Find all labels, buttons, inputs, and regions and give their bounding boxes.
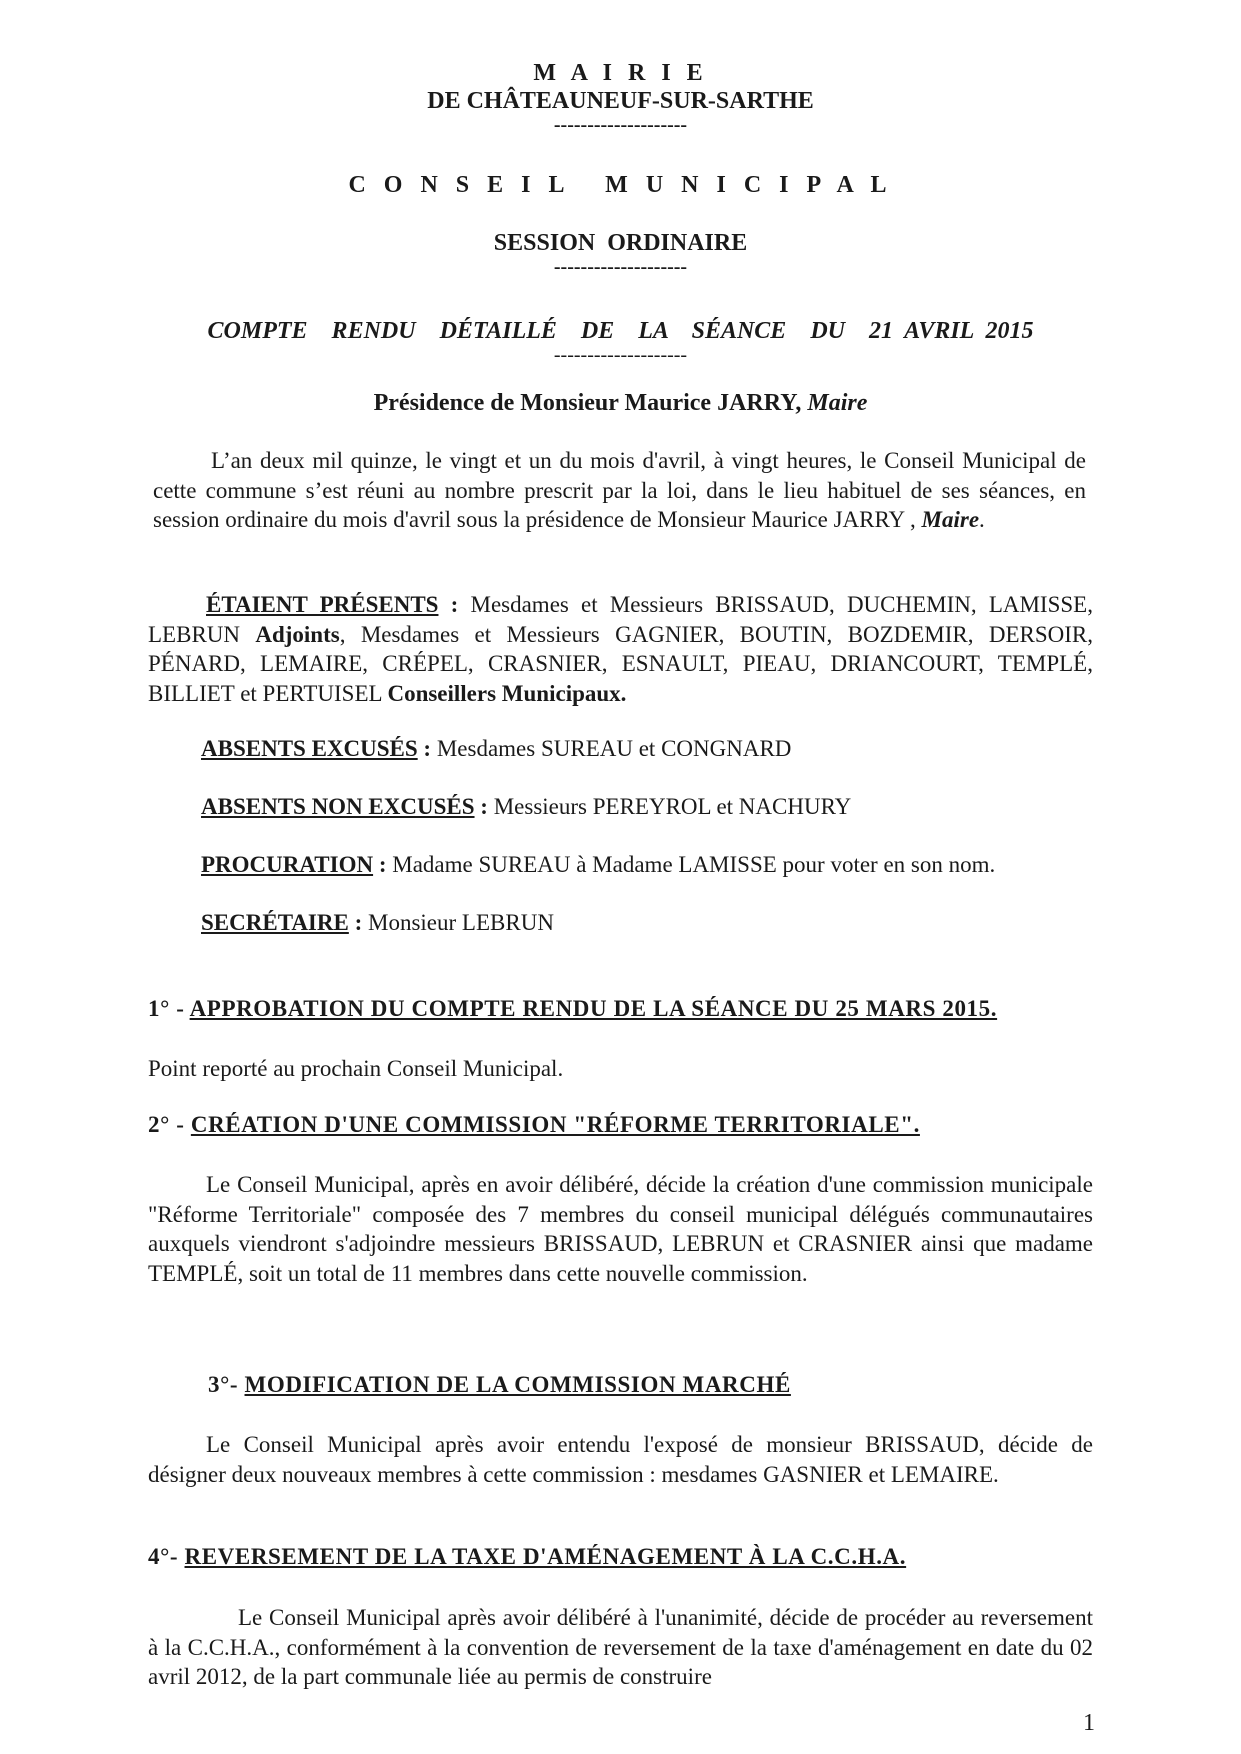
absents-non-excuses: ABSENTS NON EXCUSÉS : Messieurs PEREYROL et NACHURY <box>201 794 852 819</box>
presents-label: ÉTAIENT PRÉSENTS <box>206 592 439 617</box>
header-separator: -------------------- <box>553 256 688 278</box>
header-council: C O N S E I L M U N I C I P A L <box>348 172 893 198</box>
header-session: SESSION ORDINAIRE <box>493 230 748 256</box>
section-body: Le Conseil Municipal après avoir entendu l'exposé de monsieur BRISSAUD, décide de désigner deux nouveaux membres à cette commission : mesdames GASNIER et LEMAIRE. <box>148 1432 1093 1487</box>
presidency-line: Présidence de Monsieur Maurice JARRY, Maire <box>373 390 868 416</box>
section-heading: 1° - APPROBATION DU COMPTE RENDU DE LA SÉANCE DU 25 MARS 2015. <box>148 996 998 1021</box>
section-heading: 2° - CRÉATION D'UNE COMMISSION "RÉFORME TERRITORIALE". <box>148 1112 920 1137</box>
page-number: 1 <box>1083 1710 1095 1736</box>
section-body: Le Conseil Municipal après avoir délibéré à l'unanimité, décide de procéder au reversement à la C.C.H.A., conformément à la convention de reversement de la taxe d'aménagement en date du 02 avril 2012, de la part communale liée au permis de construire <box>148 1605 1093 1689</box>
header-separator: -------------------- <box>553 344 688 366</box>
presents-paragraph: ÉTAIENT PRÉSENTS : Mesdames et Messieurs BRISSAUD, DUCHEMIN, LAMISSE, LEBRUN Adjoints, Mesdames et Messieurs GAGNIER, BOUTIN, BOZDEMIR, DERSOIR, PÉNARD, LEMAIRE, CRÉPEL, CRASNIER, ESNAULT, PIEAU, DRIANCOURT, TEMPLÉ, BILLIET et PERTUISEL Conseillers Municipaux. <box>148 592 1094 706</box>
header-commune: DE CHÂTEAUNEUF-SUR-SARTHE <box>427 88 814 114</box>
section-heading: 4°- REVERSEMENT DE LA TAXE D'AMÉNAGEMENT À LA C.C.H.A. <box>148 1544 907 1569</box>
section-body: Le Conseil Municipal, après en avoir délibéré, décide la création d'une commission municipale "Réforme Territoriale" composée des 7 membres du conseil municipal délégués communautaires auxquels viendront s'adjoindre messieurs BRISSAUD, LEBRUN et CRASNIER ainsi que madame TEMPLÉ, soit un total de 11 membres dans cette nouvelle commission. <box>148 1172 1093 1286</box>
absents-excuses: ABSENTS EXCUSÉS : Mesdames SUREAU et CONGNARD <box>201 736 792 761</box>
secretaire: SECRÉTAIRE : Monsieur LEBRUN <box>201 910 554 935</box>
header-mairie: M A I R I E <box>533 60 708 86</box>
section-heading: 3°- MODIFICATION DE LA COMMISSION MARCHÉ <box>208 1372 791 1397</box>
document-title: COMPTE RENDU DÉTAILLÉ DE LA SÉANCE DU 21 AVRIL 2015 <box>207 318 1034 344</box>
intro-paragraph: L’an deux mil quinze, le vingt et un du mois d'avril, à vingt heures, le Conseil Municipal de cette commune s’est réuni au nombre prescrit par la loi, dans le lieu habituel de ses séances, en session ordinaire du mois d'avril sous la présidence de Monsieur Maurice JARRY , Maire. <box>153 448 1086 532</box>
header-separator: -------------------- <box>553 114 688 136</box>
section-body: Point reporté au prochain Conseil Municipal. <box>148 1056 564 1081</box>
procuration: PROCURATION : Madame SUREAU à Madame LAMISSE pour voter en son nom. <box>201 852 996 877</box>
